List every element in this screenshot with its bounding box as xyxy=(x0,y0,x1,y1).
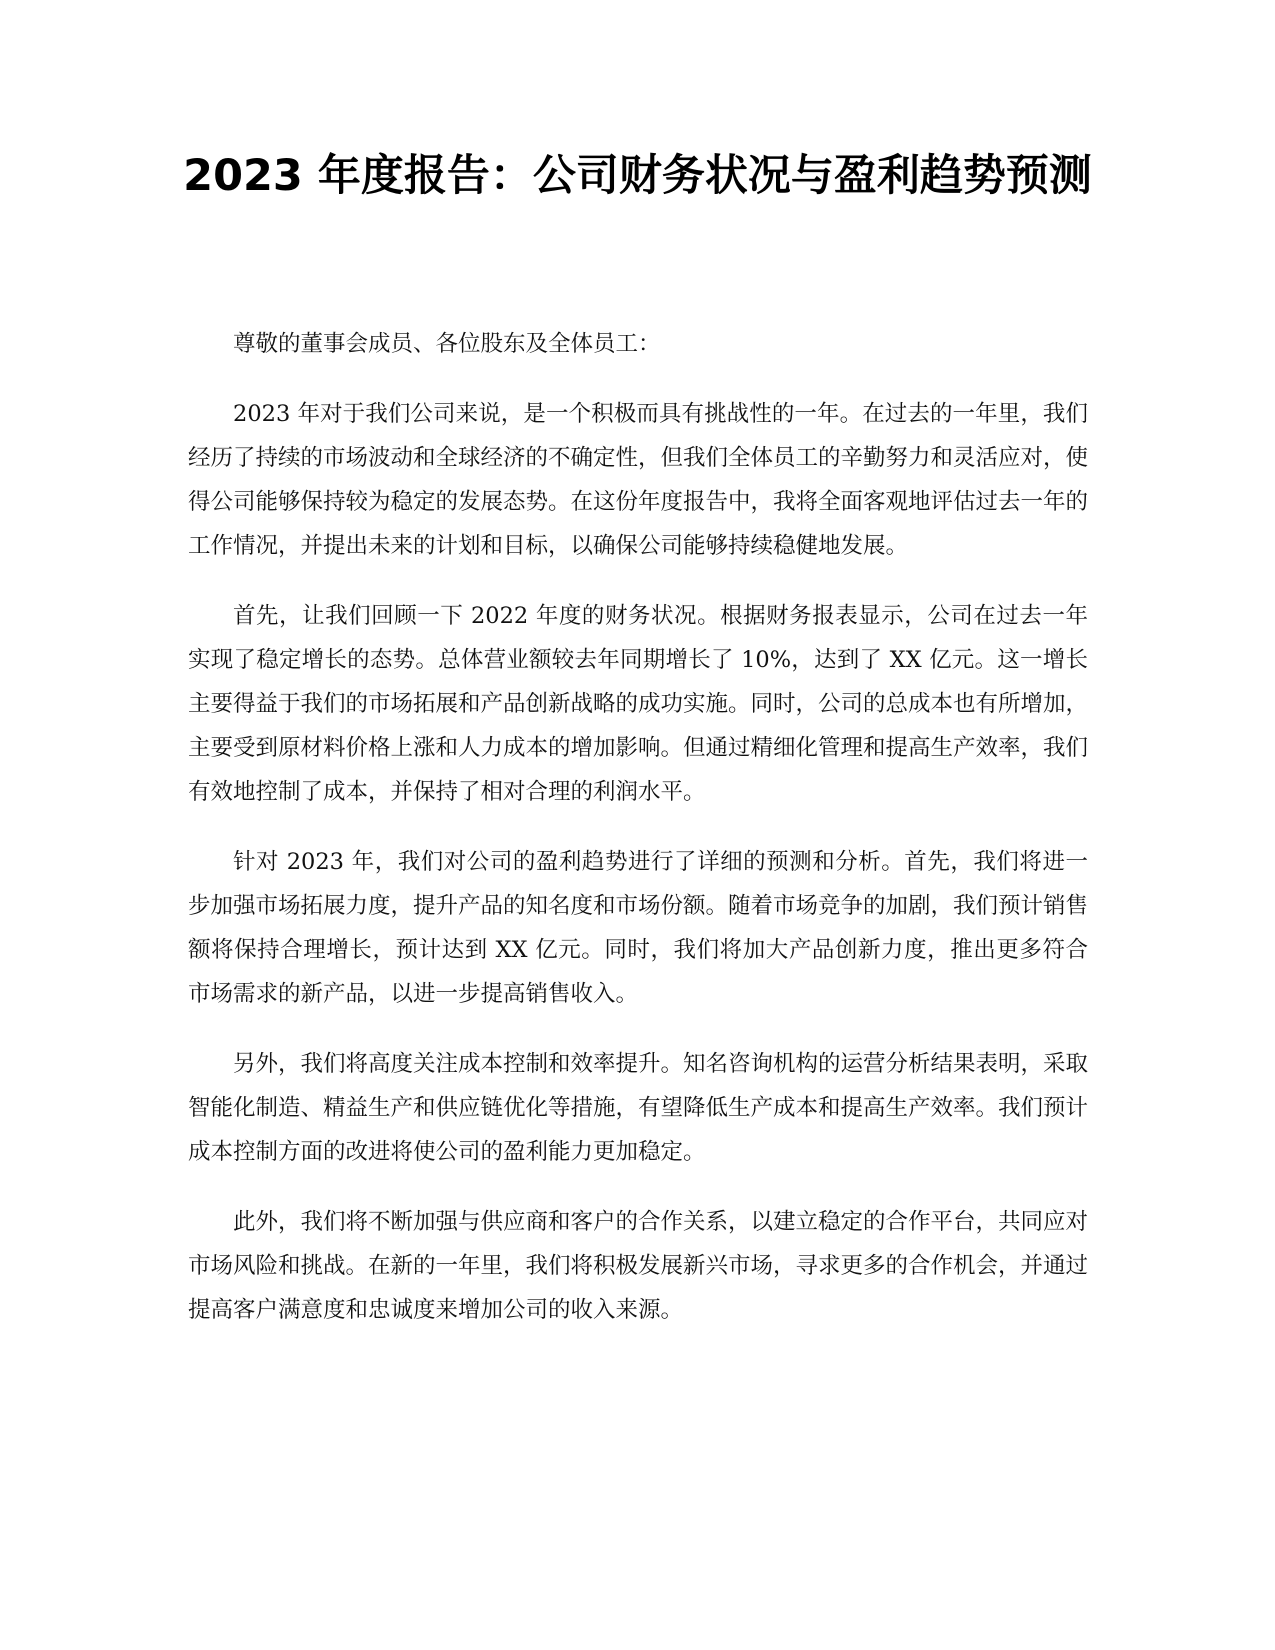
greeting-line: 尊敬的董事会成员、各位股东及全体员工： xyxy=(233,331,661,357)
paragraph: 首先，让我们回顾一下 2022 年度的财务状况。根据财务报表显示，公司在过去一年实现了稳定增长的态势。总体营业额较去年同期增长了 10%，达到了 XX 亿元。这一增长主要得益于我们的市场拓展和产品创新战略的成功实施。同时，公司的总成本也有所增加，主要受到原材料价格上涨和人力成本的增加影响。但通过精细化管理和提高生产效率，我们有效地控制了成本，并保持了相对合理的利润水平。 xyxy=(188,603,1089,805)
document-body xyxy=(188,322,1088,1358)
paragraph: 此外，我们将不断加强与供应商和客户的合作关系，以建立稳定的合作平台，共同应对市场风险和挑战。在新的一年里，我们将积极发展新兴市场，寻求更多的合作机会，并通过提高客户满意度和忠诚度来增加公司的收入来源。 xyxy=(188,1209,1089,1323)
paragraph: 针对 2023 年，我们对公司的盈利趋势进行了详细的预测和分析。首先，我们将进一步加强市场拓展力度，提升产品的知名度和市场份额。随着市场竞争的加剧，我们预计销售额将保持合理增长，预计达到 XX 亿元。同时，我们将加大产品创新力度，推出更多符合市场需求的新产品，以进一步提高销售收入。 xyxy=(188,849,1089,1007)
paragraph: 2023 年对于我们公司来说，是一个积极而具有挑战性的一年。在过去的一年里，我们经历了持续的市场波动和全球经济的不确定性，但我们全体员工的辛勤努力和灵活应对，使得公司能够保持较为稳定的发展态势。在这份年度报告中，我将全面客观地评估过去一年的工作情况，并提出未来的计划和目标，以确保公司能够持续稳健地发展。 xyxy=(188,401,1089,559)
page-title: 2023 年度报告：公司财务状况与盈利趋势预测 xyxy=(183,151,1092,201)
paragraph: 另外，我们将高度关注成本控制和效率提升。知名咨询机构的运营分析结果表明，采取智能化制造、精益生产和供应链优化等措施，有望降低生产成本和提高生产效率。我们预计成本控制方面的改进将使公司的盈利能力更加稳定。 xyxy=(188,1051,1089,1165)
